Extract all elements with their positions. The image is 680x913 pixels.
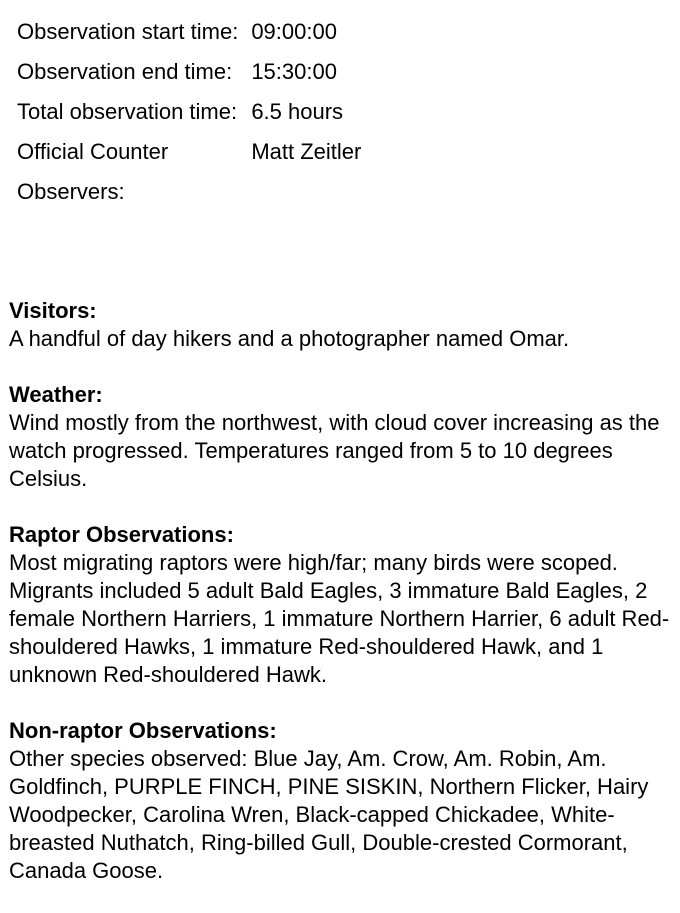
start-time-value: 09:00:00 <box>251 19 337 44</box>
report-body <box>9 297 680 913</box>
end-time-label: Observation end time: <box>17 59 233 84</box>
observers-label: Observers: <box>17 179 125 204</box>
weather-section <box>9 381 680 493</box>
weather-text: Wind mostly from the northwest, with cloud cover increasing as the watch progressed. Temperatures ranged from 5 to 10 degrees Celsius. <box>9 410 660 491</box>
non-raptor-observations-text: Other species observed: Blue Jay, Am. Crow, Am. Robin, Am. Goldfinch, PURPLE FINCH, PINE SISKIN, Northern Flicker, Hairy Woodpecker, Carolina Wren, Black-capped Chickadee, White-breasted Nuthatch, Ring-billed Gull, Double-crested Cormorant, Canada Goose. <box>9 746 649 883</box>
total-time-row <box>10 92 368 132</box>
raptor-observations-heading: Raptor Observations: <box>9 522 234 547</box>
observers-row <box>10 172 368 212</box>
raptor-observations-text: Most migrating raptors were high/far; many birds were scoped. Migrants included 5 adult Bald Eagles, 3 immature Bald Eagles, 2 female Northern Harriers, 1 immature Northern Harrier, 6 adult Red-shouldered Hawks, 1 immature Red-shouldered Hawk, and 1 unknown Red-shouldered Hawk. <box>9 550 670 687</box>
official-counter-label: Official Counter <box>17 139 169 164</box>
official-counter-value: Matt Zeitler <box>251 139 362 164</box>
start-time-row <box>10 12 368 52</box>
start-time-label: Observation start time: <box>17 19 239 44</box>
weather-heading: Weather: <box>9 382 103 407</box>
raptor-observations-section <box>9 521 680 689</box>
non-raptor-observations-section <box>9 717 680 885</box>
end-time-row <box>10 52 368 92</box>
observation-details-table <box>10 12 368 212</box>
non-raptor-observations-heading: Non-raptor Observations: <box>9 718 277 743</box>
official-counter-row <box>10 132 368 172</box>
visitors-section <box>9 297 680 353</box>
total-time-value: 6.5 hours <box>251 99 344 124</box>
total-time-label: Total observation time: <box>17 99 238 124</box>
observers-value <box>244 172 368 212</box>
end-time-value: 15:30:00 <box>251 59 337 84</box>
visitors-text: A handful of day hikers and a photographer named Omar. <box>9 326 570 351</box>
visitors-heading: Visitors: <box>9 298 97 323</box>
